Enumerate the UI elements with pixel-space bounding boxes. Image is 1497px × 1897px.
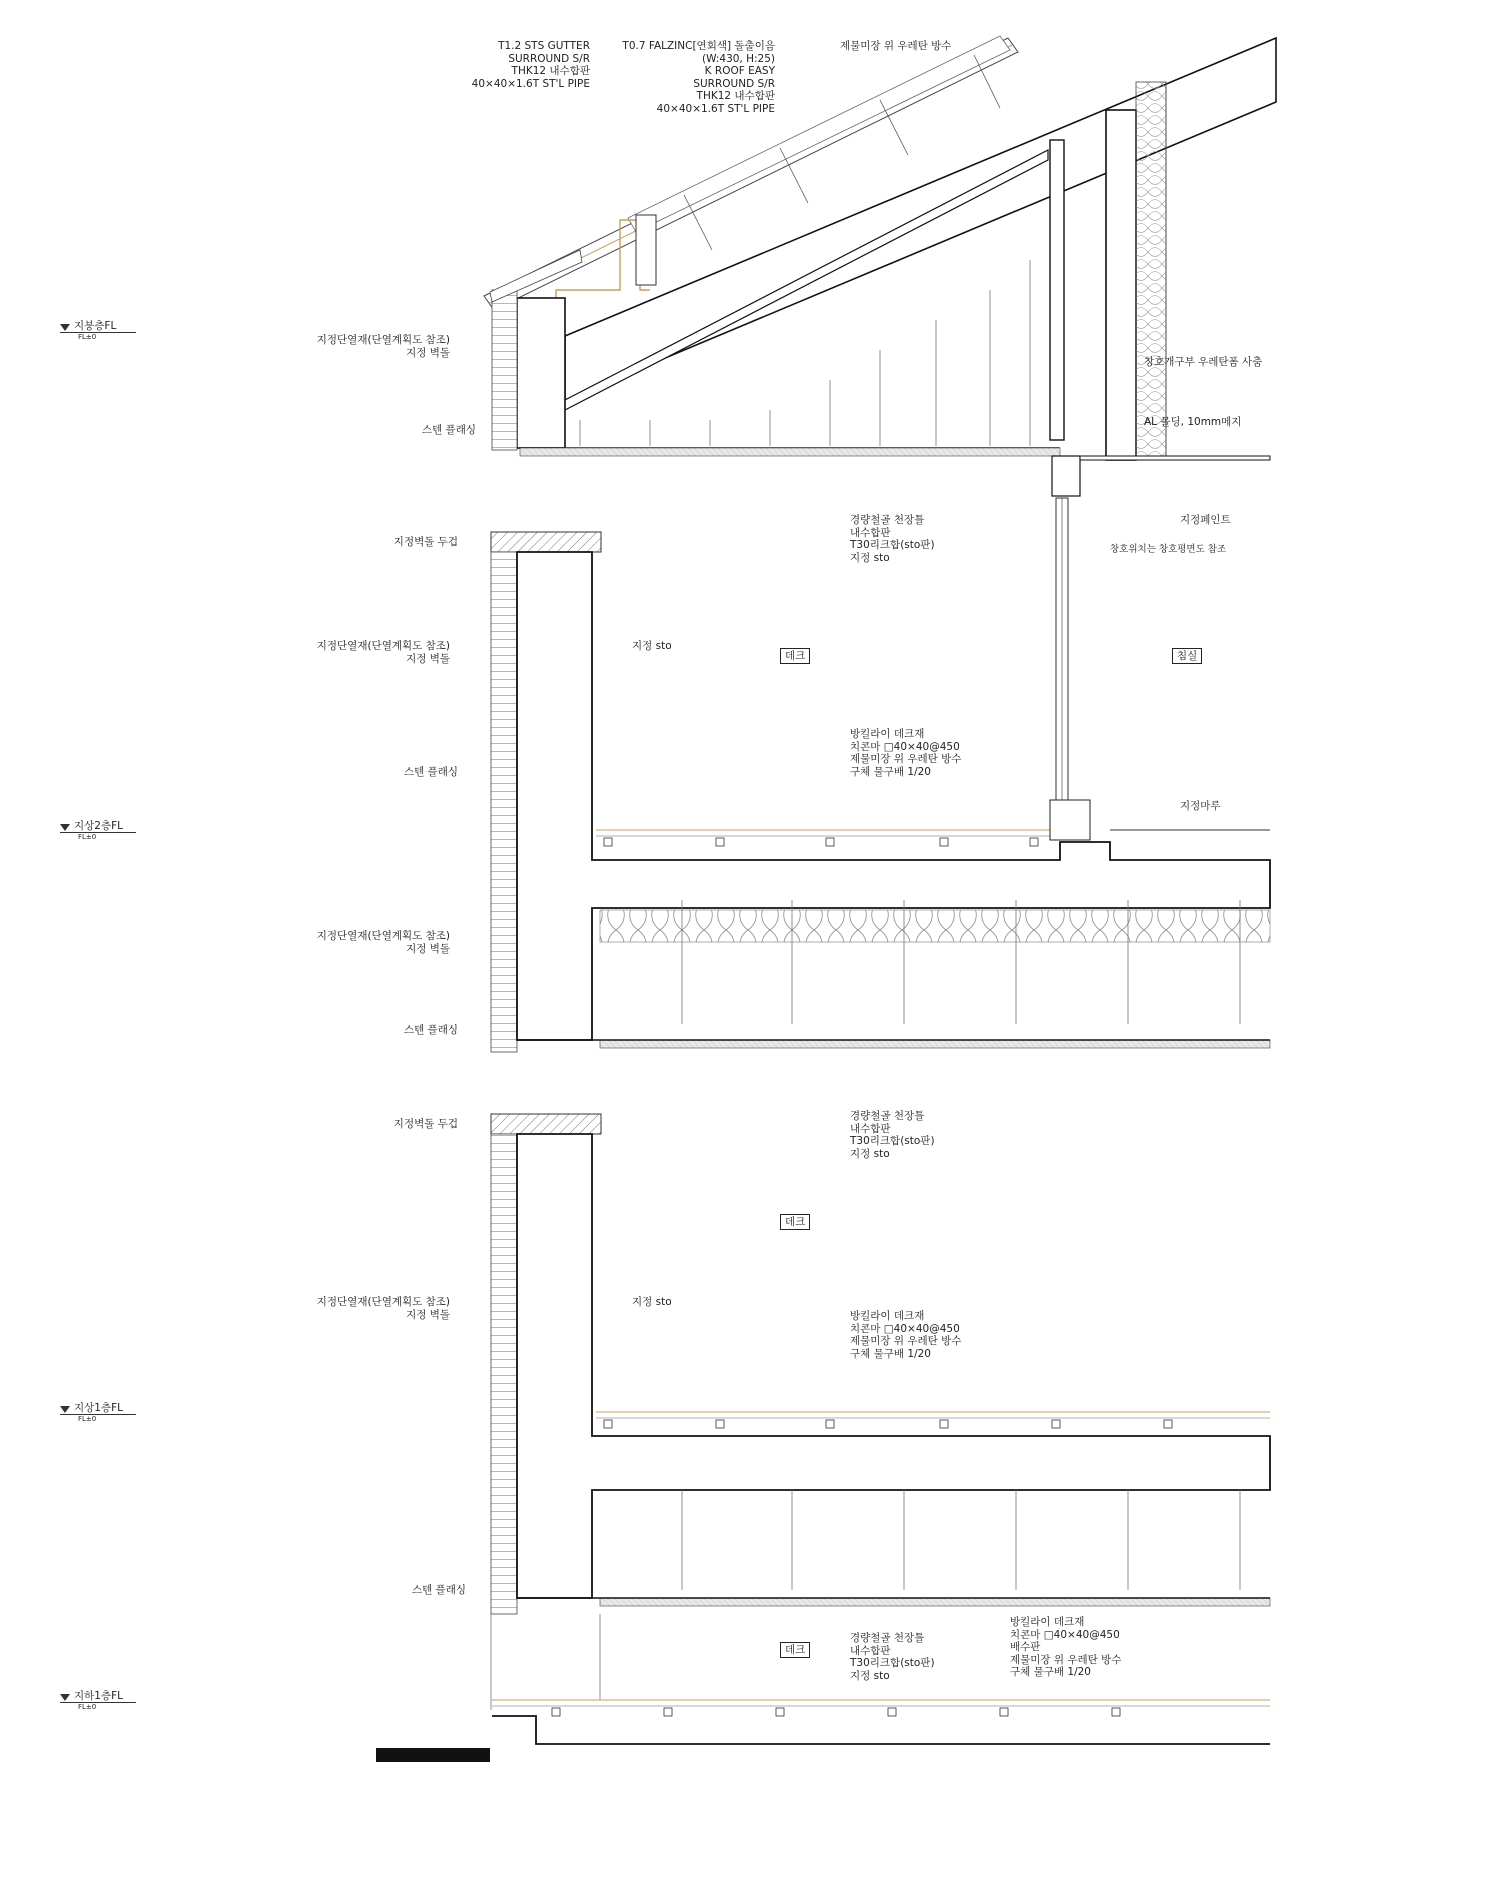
room-tag-deck-upper: 데크: [780, 648, 810, 664]
deck-note-2: [850, 1310, 961, 1360]
note-line: 지정단열재(단열계획도 참조): [316, 1296, 450, 1308]
floor-note: 지정마루: [1180, 800, 1221, 812]
coping-note-1: 지정벽돌 두겁: [393, 536, 458, 548]
note-line: 치콘마 □40×40@450: [1010, 1628, 1120, 1641]
note-line: 치콘마 □40×40@450: [850, 740, 960, 753]
level-marker-second: [60, 820, 136, 841]
note-line: 지정 sto: [850, 1669, 890, 1682]
level-value: FL±0: [78, 333, 97, 341]
flashing-note-2: 스텐 플래싱: [403, 766, 458, 778]
note-line: 내수합판: [850, 526, 891, 539]
note-line: 제물미장 위 우레탄 방수: [850, 753, 962, 765]
note-line: 지정 벽돌: [406, 1308, 450, 1321]
middle-floor-section: [491, 1114, 1270, 1614]
note-line: 경량철골 천장틀: [850, 514, 925, 526]
note-line: THK12 내수합판: [696, 90, 775, 102]
flashing-note-3: 스텐 플래싱: [403, 1024, 458, 1036]
level-value: FL±0: [78, 833, 97, 841]
note-line: THK12 내수합판: [511, 65, 590, 77]
note-line: 40×40×1.6T ST'L PIPE: [656, 102, 775, 115]
level-marker-first: [60, 1402, 136, 1423]
note-line: 지정 벽돌: [406, 652, 450, 665]
deck-note-3: [1010, 1616, 1121, 1679]
note-line: 지정 sto: [850, 551, 890, 564]
basement-section: [376, 1614, 1270, 1762]
note-line: 구체 물구배 1/20: [1010, 1666, 1091, 1678]
note-line: 제물미장 위 우레탄 방수: [850, 1335, 962, 1347]
coping-note-2: 지정벽돌 두겁: [393, 1118, 458, 1130]
note-line: 지정 벽돌: [406, 346, 450, 359]
level-marker-roof: [60, 320, 136, 341]
note-line: 방킬라이 데크재: [850, 728, 925, 740]
level-value: FL±0: [78, 1703, 97, 1711]
note-line: SURROUND S/R: [693, 77, 775, 90]
note-line: T30리크합(sto판): [850, 539, 935, 551]
flashing-note-4: 스텐 플래싱: [411, 1584, 466, 1596]
level-name: 지하1층FL: [60, 1690, 136, 1703]
note-line: 지정 벽돌: [406, 942, 450, 955]
note-line: 지정단열재(단열계획도 참조): [316, 334, 450, 346]
note-line: 방킬라이 데크재: [1010, 1616, 1085, 1628]
room-tag-deck-middle: 데크: [780, 1214, 810, 1230]
insulation-note-4: [240, 1296, 450, 1321]
level-value: FL±0: [78, 1415, 97, 1423]
note-line: T30리크합(sto판): [850, 1657, 935, 1669]
note-line: 지정 sto: [850, 1147, 890, 1160]
note-line: 내수합판: [850, 1122, 891, 1135]
note-line: 제물미장 위 우레탄 방수: [1010, 1653, 1122, 1666]
window-position-note: 창호위치는 창호평면도 참조: [1110, 544, 1227, 555]
flashing-note-1: 스텐 플래싱: [421, 424, 476, 436]
sto-note-2: 지정 sto: [632, 1296, 672, 1308]
note-line: T0.7 FALZINC[연회색] 돌출이음: [622, 40, 775, 52]
note-line: 구체 물구배 1/20: [850, 765, 931, 778]
note-line: 배수판: [1010, 1641, 1041, 1653]
level-marker-basement: [60, 1690, 136, 1711]
room-tag-bedroom: 침실: [1172, 648, 1202, 664]
paint-note: 지정페인트: [1180, 514, 1231, 526]
insulation-note-1: [240, 334, 450, 359]
note-line: 지정단열재(단열계획도 참조): [316, 640, 450, 652]
ceiling-note-1: [850, 514, 935, 564]
roof-note-mid-stack: [600, 40, 775, 115]
deck-note-1: [850, 728, 961, 778]
window-foam-note: 창호개구부 우레탄폼 사춤: [1144, 356, 1263, 368]
note-line: 지정단열재(단열계획도 참조): [316, 930, 450, 942]
note-line: (W:430, H:25): [701, 52, 775, 65]
insulation-note-2: [240, 640, 450, 665]
ceiling-note-3: [850, 1632, 935, 1682]
note-line: T1.2 STS GUTTER: [498, 40, 590, 52]
level-name: 지상1층FL: [60, 1402, 136, 1415]
level-name: 지상2층FL: [60, 820, 136, 833]
room-tag-deck-lower: 데크: [780, 1642, 810, 1658]
ceiling-note-2: [850, 1110, 935, 1160]
level-name: 지붕층FL: [60, 320, 136, 333]
note-line: T30리크합(sto판): [850, 1135, 935, 1147]
al-molding-note: AL 몰딩, 10mm메지: [1144, 416, 1242, 428]
sto-note-1: 지정 sto: [632, 640, 672, 652]
note-line: 방킬라이 데크재: [850, 1310, 925, 1322]
note-line: 구체 물구배 1/20: [850, 1347, 931, 1360]
note-line: K ROOF EASY: [704, 65, 775, 77]
roof-note-waterproof: 제물미장 위 우레탄 방수: [840, 40, 952, 52]
roof-note-left-stack: [440, 40, 590, 90]
note-line: 경량철골 천장틀: [850, 1110, 925, 1122]
note-line: SURROUND S/R: [508, 52, 590, 65]
note-line: 내수합판: [850, 1644, 891, 1657]
note-line: 40×40×1.6T ST'L PIPE: [471, 77, 590, 90]
note-line: 경량철골 천장틀: [850, 1632, 925, 1644]
insulation-note-3: [240, 930, 450, 955]
note-line: 치콘마 □40×40@450: [850, 1322, 960, 1335]
